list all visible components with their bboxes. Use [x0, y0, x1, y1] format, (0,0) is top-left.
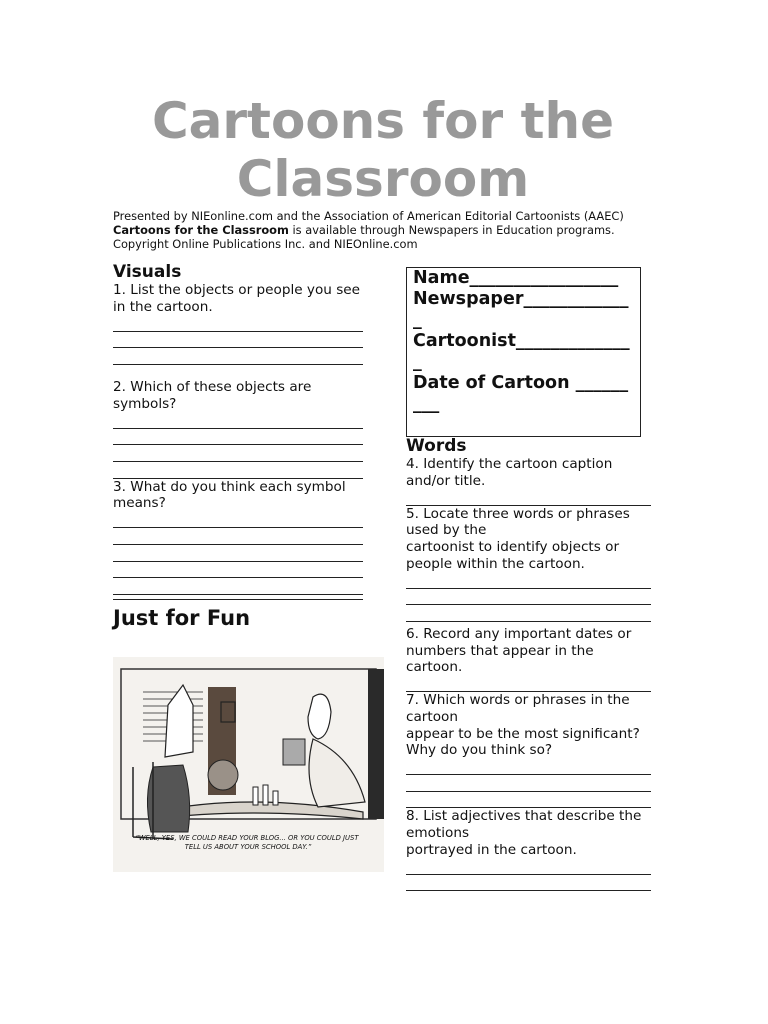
answer-line[interactable]: [406, 676, 651, 693]
question-1: 1. List the objects or people you see in the cartoon.: [113, 282, 361, 315]
answer-line[interactable]: [113, 412, 363, 429]
title-line-2: Classroom: [236, 150, 530, 208]
name-field[interactable]: Name_________________: [413, 268, 619, 288]
intro-line-2: [113, 223, 673, 237]
date-field[interactable]: Date of Cartoon _________: [413, 373, 629, 414]
answer-line[interactable]: [406, 775, 651, 792]
answer-line[interactable]: [113, 315, 363, 332]
title-line-1: Cartoons for the: [151, 92, 615, 150]
answer-line[interactable]: [406, 605, 651, 622]
question-8: 8. List adjectives that describe the emotions portrayed in the cartoon.: [406, 808, 642, 858]
question-3: 3. What do you think each symbol means?: [113, 478, 346, 512]
answer-line[interactable]: [113, 562, 363, 579]
answer-line[interactable]: [113, 429, 363, 446]
visuals-heading: Visuals: [113, 262, 182, 282]
answer-line[interactable]: [113, 445, 363, 462]
answer-line[interactable]: [113, 578, 363, 595]
answer-line[interactable]: [406, 858, 651, 875]
intro-block: [113, 209, 673, 252]
answer-line[interactable]: [406, 572, 651, 589]
cartoon-caption: “WELL, YES, WE COULD READ YOUR BLOG... OR YOU COULD JUST TELL US ABOUT YOUR SCHOOL DAY.”: [135, 834, 359, 851]
intro-line-3: Copyright Online Publications Inc. and NIEOnline.com: [113, 237, 418, 252]
visuals-section: [113, 262, 363, 630]
answer-line[interactable]: [113, 348, 363, 365]
intro-bold-title: Cartoons for the Classroom: [113, 223, 289, 238]
question-5: 5. Locate three words or phrases used by the cartoonist to identify objects or people within the cartoon.: [406, 505, 630, 572]
intro-line-1: Presented by NIEonline.com and the Association of American Editorial Cartoonists (AAEC): [113, 209, 624, 223]
question-6: 6. Record any important dates or numbers that appear in the cartoon.: [406, 625, 632, 676]
answer-line[interactable]: [113, 332, 363, 349]
answer-line[interactable]: [113, 512, 363, 529]
question-2: 2. Which of these objects are symbols?: [113, 378, 312, 412]
answer-line[interactable]: [406, 589, 651, 606]
answer-line[interactable]: [406, 759, 651, 776]
question-7: 7. Which words or phrases in the cartoon appear to be the most significant? Why do you think so?: [406, 692, 640, 759]
intro-line-2-rest: is available through Newspapers in Education programs.: [288, 223, 615, 238]
answer-line[interactable]: [406, 489, 651, 506]
cartoonist-field[interactable]: Cartoonist______________: [413, 331, 630, 372]
newspaper-field[interactable]: Newspaper_____________: [413, 289, 629, 330]
answer-line[interactable]: [113, 528, 363, 545]
answer-line[interactable]: [113, 462, 363, 479]
just-for-fun-heading: Just for Fun: [113, 605, 251, 630]
words-heading: Words: [406, 436, 467, 456]
answer-line[interactable]: [406, 792, 651, 809]
editorial-cartoon-image: [113, 657, 384, 872]
name-info-box: [406, 267, 641, 437]
page-title: [113, 92, 653, 208]
answer-line[interactable]: [113, 545, 363, 562]
question-4: 4. Identify the cartoon caption and/or title.: [406, 456, 613, 489]
answer-line[interactable]: [406, 875, 651, 892]
words-section: [406, 436, 651, 891]
divider: [113, 597, 363, 600]
